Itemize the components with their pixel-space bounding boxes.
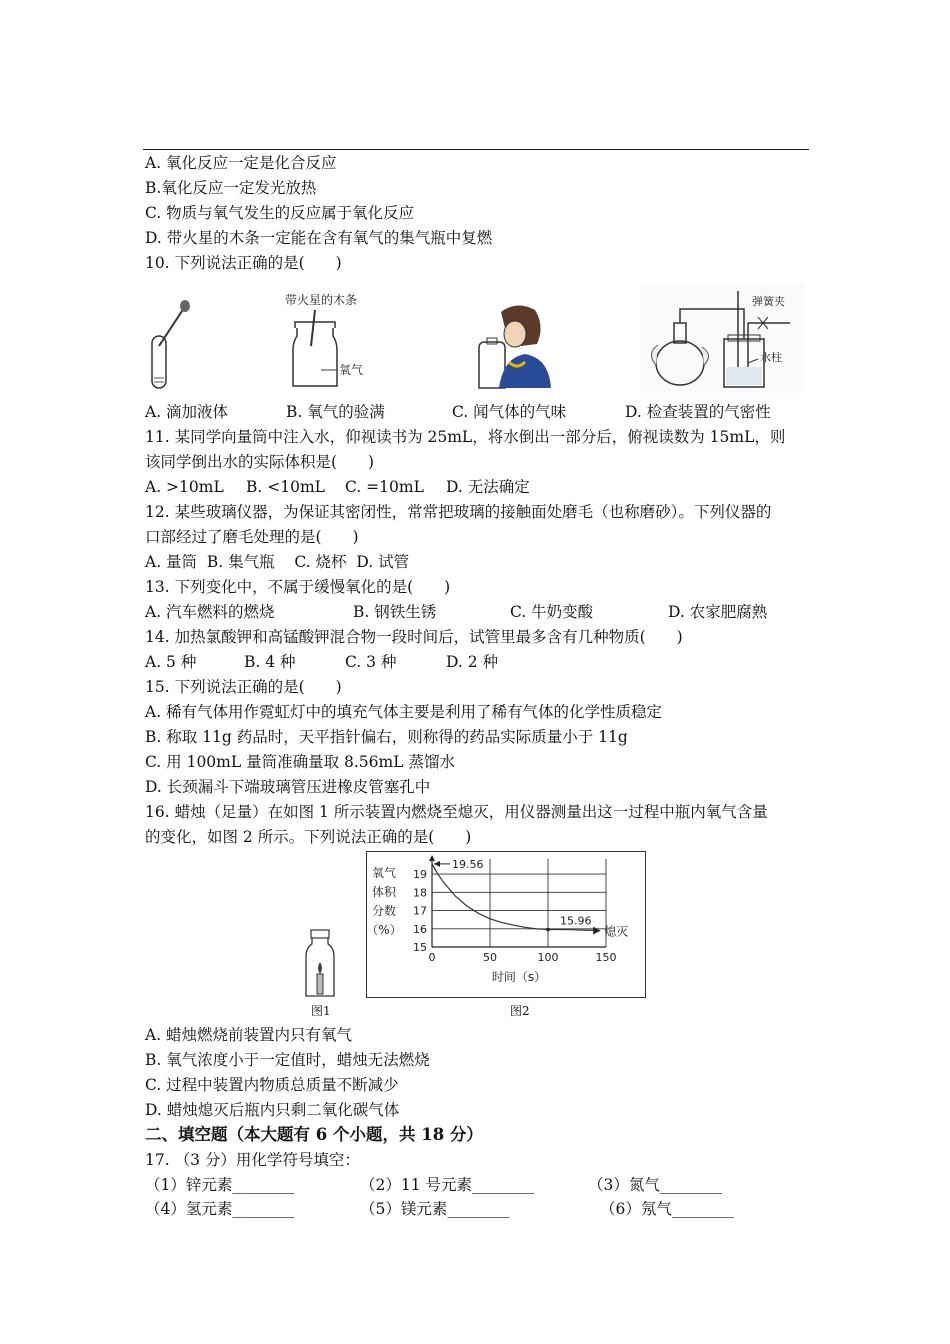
figure-dropper-test-tube (140, 298, 200, 394)
q14-option-b: B. 4 种 (244, 653, 296, 671)
q10-option-a: A. 滴加液体 (145, 403, 229, 421)
q10-option-d: D. 检查装置的气密性 (625, 403, 771, 421)
q10-stem: 10. 下列说法正确的是( ) (145, 254, 342, 272)
y-tick-label: 17 (413, 904, 427, 918)
y-tick-label: 19 (413, 868, 427, 882)
x-tick-label: 150 (595, 951, 617, 964)
q13-option-c: C. 牛奶变酸 (510, 603, 594, 621)
q16-stem-line2: 的变化，如图 2 所示。下列说法正确的是( ) (145, 828, 472, 846)
q16-option-d: D. 蜡烛熄灭后瓶内只剩二氧化碳气体 (145, 1101, 400, 1119)
y-label-line: （%） (366, 923, 402, 937)
q15-option-a: A. 稀有气体用作霓虹灯中的填充气体主要是利用了稀有气体的化学性质稳定 (145, 703, 663, 721)
x-tick-label: 50 (483, 951, 497, 964)
figure1-caption: 图1 (311, 1004, 331, 1018)
q11-option-d: D. 无法确定 (446, 478, 530, 496)
x-tick-label: 0 (428, 951, 436, 964)
q15-option-b: B. 称取 11g 药品时，天平指针偏右，则称得的药品实际质量小于 11g (145, 728, 628, 746)
q17-item-3: （3）氮气________ (588, 1176, 722, 1194)
figure1-candle-bottle (300, 928, 340, 1000)
q17-item-6: （6）氖气________ (600, 1200, 734, 1218)
q17-item-1: （1）锌元素________ (145, 1176, 295, 1194)
q11-stem-line2: 该同学倒出水的实际体积是( ) (145, 453, 375, 471)
label-splint: 带火星的木条 (285, 293, 358, 307)
y-label-line: 氧气 (371, 866, 397, 880)
annotation-start-value: 19.56 (452, 857, 484, 871)
q16-option-b: B. 氧气浓度小于一定值时，蜡烛无法燃烧 (145, 1051, 430, 1069)
q15-option-d: D. 长颈漏斗下端玻璃管压进橡皮管塞孔中 (145, 778, 431, 796)
figure-oxygen-verification (275, 290, 375, 394)
figure2-caption: 图2 (510, 1004, 530, 1018)
figure-smelling-gas (465, 300, 555, 392)
q17-stem: 17. （3 分）用化学符号填空： (145, 1151, 360, 1169)
x-tick-label: 100 (537, 951, 559, 964)
chart-xlabel: 时间（s） (491, 970, 547, 984)
q16-option-a: A. 蜡烛燃烧前装置内只有氧气 (145, 1026, 353, 1044)
annotation-point (546, 928, 550, 932)
q13-option-b: B. 钢铁生锈 (353, 603, 437, 621)
q9-option-a: A. 氧化反应一定是化合反应 (145, 154, 337, 172)
y-tick-label: 16 (413, 922, 427, 936)
q12-stem-line1: 12. 某些玻璃仪器，为保证其密闭性，常常把玻璃的接触面处磨毛（也称磨砂）。下列仪器的 (145, 503, 772, 521)
q12-stem-line2: 口部经过了磨毛处理的是( ) (145, 528, 359, 546)
y-tick-label: 15 (413, 941, 427, 954)
header-rule (143, 149, 809, 150)
label-oxygen: 氧气 (339, 363, 364, 377)
q16-option-c: C. 过程中装置内物质总质量不断减少 (145, 1076, 399, 1094)
label-clamp: 弹簧夹 (752, 295, 785, 308)
q14-stem: 14. 加热氯酸钾和高锰酸钾混合物一段时间后，试管里最多含有几种物质( ) (145, 628, 683, 646)
figure-airtightness-check (640, 283, 805, 393)
q16-stem-line1: 16. 蜡烛（足量）在如图 1 所示装置内燃烧至熄灭，用仪器测量出这一过程中瓶内氧气含量 (145, 803, 768, 821)
q15-option-c: C. 用 100mL 量筒准确量取 8.56mL 蒸馏水 (145, 753, 455, 771)
figure2-oxygen-chart (366, 851, 646, 999)
q9-option-b: B.氧化反应一定发光放热 (145, 179, 317, 197)
annotation-end-value: 15.96 (560, 914, 592, 928)
q14-option-a: A. 5 种 (145, 653, 197, 671)
q17-item-2: （2）11 号元素________ (360, 1176, 535, 1194)
q13-option-d: D. 农家肥腐熟 (668, 603, 768, 621)
y-label-line: 体积 (371, 885, 397, 899)
q12-options: A. 量筒 B. 集气瓶 C. 烧杯 D. 试管 (145, 553, 410, 571)
q10-option-b: B. 氧气的验满 (286, 403, 385, 421)
q17-item-4: （4）氢元素________ (145, 1200, 295, 1218)
q14-option-c: C. 3 种 (345, 653, 397, 671)
q11-stem-line1: 11. 某同学向量筒中注入水，仰视读书为 25mL，将水倒出一部分后，俯视读数为 15mL，则 (145, 428, 786, 446)
q13-option-a: A. 汽车燃料的燃烧 (145, 603, 275, 621)
y-tick-label: 18 (413, 886, 427, 900)
q11-option-c: C. =10mL (345, 478, 424, 496)
q9-option-c: C. 物质与氧气发生的反应属于氧化反应 (145, 204, 415, 222)
annotation-extinguished: 熄灭 (604, 924, 629, 939)
q11-option-a: A. >10mL (145, 478, 224, 496)
q10-option-c: C. 闻气体的气味 (452, 403, 567, 421)
q15-stem: 15. 下列说法正确的是( ) (145, 678, 342, 696)
q17-item-5: （5）镁元素________ (360, 1200, 510, 1218)
q13-stem: 13. 下列变化中，不属于缓慢氧化的是( ) (145, 578, 451, 596)
y-label-line: 分数 (371, 904, 397, 918)
q14-option-d: D. 2 种 (446, 653, 499, 671)
q11-option-b: B. <10mL (246, 478, 325, 496)
label-water-column: 水柱 (760, 351, 782, 364)
section-title: 二、填空题（本大题有 6 个小题，共 18 分） (145, 1125, 483, 1144)
q9-option-d: D. 带火星的木条一定能在含有氧气的集气瓶中复燃 (145, 229, 493, 247)
